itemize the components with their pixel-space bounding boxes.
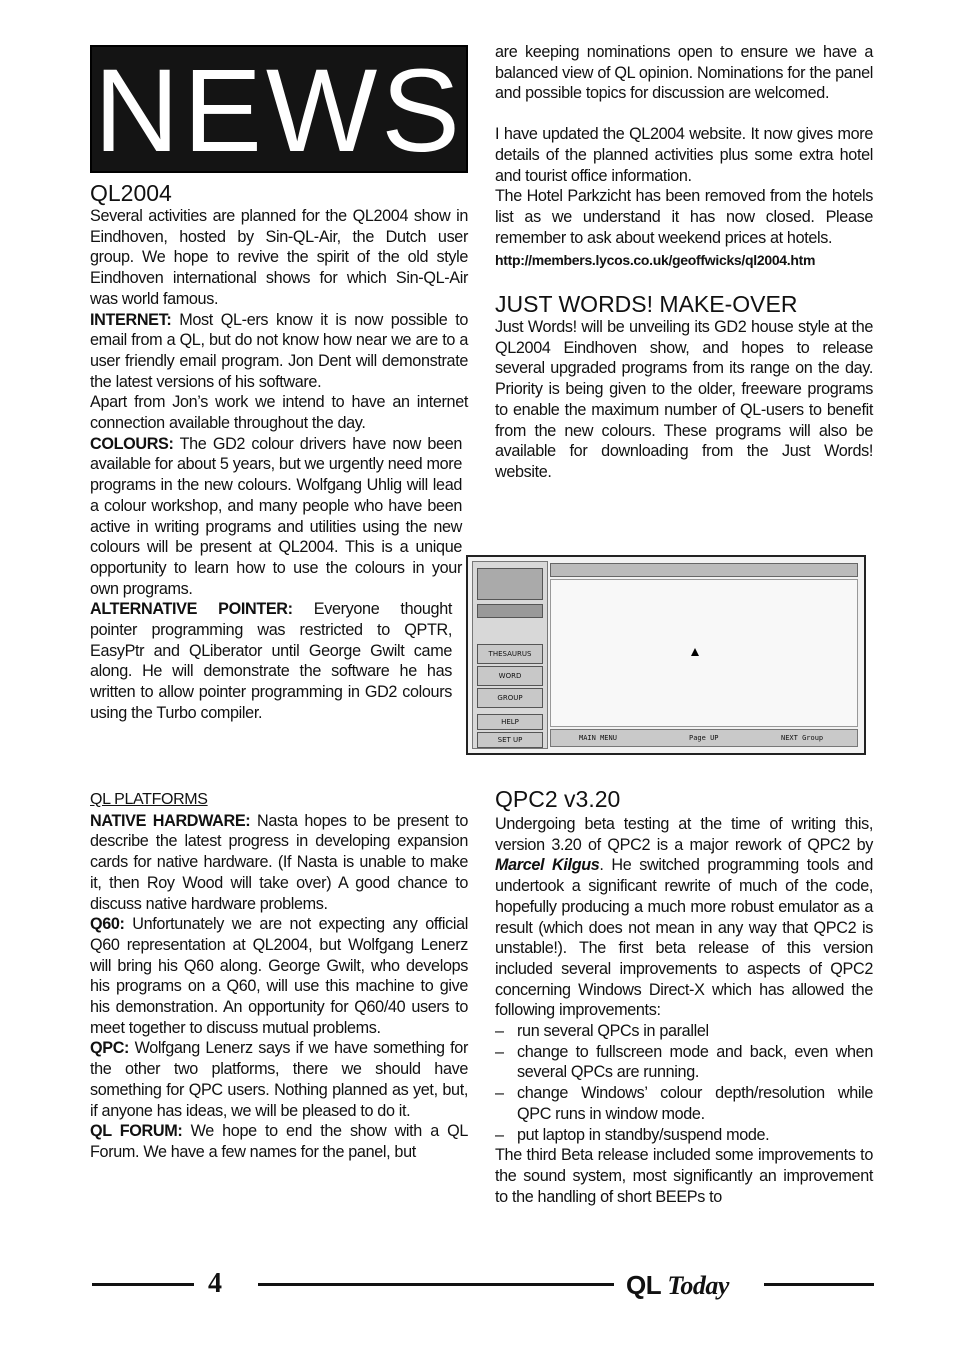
right-column-lower: [495, 786, 873, 1207]
colours-label: COLOURS:: [90, 434, 174, 453]
colours-text: The GD2 colour drivers have now been available for about 5 years, but we urgently need more programs in the new colours. Wolfgang Uhlig will lead a colour workshop, and many people who have been active in writing programs and utilities using the new colours will be present at QL2004. This is a unique opportunity to learn how to use the colours in your own programs.: [90, 434, 462, 598]
forum-label: QL FORUM:: [90, 1122, 183, 1141]
list-item: – change to fullscreen mode and back, even when several QPCs are running.: [495, 1042, 873, 1083]
forum-paragraph: [90, 1121, 468, 1162]
screenshot-tile-help: HELP: [477, 714, 543, 730]
alt-pointer-text: Everyone thought pointer programming was restricted to QPTR, EasyPtr and QLiberator until George Gwilt came along. He will demonstrate the software he has written to allow pointer programming in GD2 colours using the Turbo compiler.: [90, 600, 452, 722]
qpc-label: QPC:: [90, 1039, 130, 1058]
native-text: Nasta hopes to be present to describe the latest progress in developing expansion cards for native hardware. (If Nasta is unable to make it, then Roy Wood will take over) A good chance to discuss native hardware problems.: [90, 811, 468, 913]
qpc2-heading: QPC2 v3.20: [495, 786, 621, 812]
just-words-screenshot: [466, 555, 866, 755]
screenshot-tile-setup: SET UP: [477, 732, 543, 748]
screenshot-footer-mid: Page UP: [689, 734, 719, 742]
footer-rule-right: [764, 1283, 874, 1286]
list-item: – put laptop in standby/suspend mode.: [495, 1125, 873, 1146]
qpc2-text-b: . He switched programming tools and undertook a significant rewrite of much of the code, hopefully producing a much more robust emulator as a result (which does not mean in any way that QPC2 is unstable!). The first beta release of this version included several improvements to aspects of QPC2 concerning Windows Direct-X which has allowed the following improvements:: [495, 856, 873, 1020]
qpc-text: Wolfgang Lenerz says if we have something for the other two platforms, there we should have something for QPC users. Nothing planned as yet, but, if anyone has ideas, we will be pleased to do it.: [90, 1039, 468, 1120]
screenshot-title-bar: [550, 563, 858, 577]
qpc2-improvements-list: [495, 1021, 873, 1145]
q60-text: Unfortunately we are not expecting any official Q60 representation at QL2004, but Wolfgang Lenerz will bring his Q60 along. George Gwilt, who develops his programs on a Q60, will use this machine to give his demonstration. An opportunity for Q60/40 users to meet together to discuss mutual problems.: [90, 915, 468, 1037]
q60-paragraph: [90, 914, 468, 1038]
nominations-paragraph: are keeping nominations open to ensure we have a balanced view of QL opinion. Nominations for the panel and possible topics for discussion are welcomed.: [495, 43, 873, 103]
page-number: 4: [208, 1268, 222, 1299]
ql2004-intro: Several activities are planned for the QL2004 show in Eindhoven, hosted by Sin-QL-Air, the Dutch user group. We hope to revive the spirit of the old style Eindhoven international shows for which Sin-QL-Air was world famous.: [90, 207, 468, 308]
screenshot-footer-right: NEXT Group: [781, 734, 824, 742]
native-paragraph: [90, 811, 468, 915]
just-words-paragraph: Just Words! will be unveiling its GD2 house style at the QL2004 Eindhoven show, and hopes to release several upgraded programs from its range on the day. Priority is being given to the older, freeware programs to enable the maximum number of QL-users to benefit from the new colours. These programs will also be available for downloading from the Just Words! website.: [495, 318, 873, 481]
screenshot-logo: [477, 568, 543, 600]
left-column-lower: [90, 790, 468, 1163]
qpc2-beta-paragraph: The third Beta release included some improvements to the sound system, most significantly an improvement to the handling of short BEEPs to: [495, 1146, 873, 1206]
page-footer: [0, 1270, 970, 1300]
brand-today: Today: [667, 1271, 729, 1300]
internet-label: INTERNET:: [90, 310, 172, 329]
screenshot-icon-strip: [477, 604, 543, 618]
native-label: NATIVE HARDWARE:: [90, 811, 251, 830]
ql2004-heading: QL2004: [90, 180, 172, 206]
internet-paragraph: [90, 310, 468, 393]
brand-ql: QL: [626, 1270, 661, 1300]
footer-rule-middle: [258, 1283, 614, 1286]
q60-label: Q60:: [90, 915, 125, 934]
footer-rule-left: [92, 1283, 194, 1286]
screenshot-tile-group: GROUP: [477, 688, 543, 708]
just-words-heading: JUST WORDS! MAKE-OVER: [495, 291, 798, 318]
ql2004-url[interactable]: http://members.lycos.co.uk/geoffwicks/ql2004.htm: [495, 252, 816, 269]
internet-text: Most QL-ers know it is now possible to email from a QL, but do not know how near we are to a user friendly email program. Jon Dent will demonstrate the latest versions of his software.: [90, 310, 468, 391]
hotel-paragraph: The Hotel Parkzicht has been removed from the hotels list as we understand it has now closed. Please remember to ask about weekend prices at hotels.: [495, 187, 873, 247]
right-column: [495, 42, 873, 483]
screenshot-footer-bar: [550, 729, 858, 747]
list-item: – run several QPCs in parallel: [495, 1021, 873, 1042]
pointer-icon: [691, 648, 699, 656]
screenshot-tile-thesaurus: THESAURUS: [477, 644, 543, 664]
news-masthead: NEWS: [90, 45, 468, 173]
list-item: – change Windows’ colour depth/resolution while QPC runs in window mode.: [495, 1083, 873, 1124]
screenshot-footer-left: MAIN MENU: [579, 734, 617, 742]
qpc2-paragraph: [495, 814, 873, 1021]
alt-pointer-paragraph: [90, 599, 452, 723]
forum-text: We hope to end the show with a QL Forum. We have a few names for the panel, but: [90, 1122, 468, 1161]
screenshot-tile-word: WORD: [477, 666, 543, 686]
ql-platforms-heading: QL PLATFORMS: [90, 791, 208, 808]
screenshot-main-area: [550, 579, 858, 727]
qpc2-text-a: Undergoing beta testing at the time of writing this, version 3.20 of QPC2 is a major rework of QPC2 by: [495, 815, 873, 854]
alt-pointer-label: ALTERNATIVE POINTER:: [90, 600, 293, 619]
left-column: [90, 180, 468, 724]
website-paragraph: I have updated the QL2004 website. It now gives more details of the planned activities plus some extra hotel and tourist office information.: [495, 125, 873, 185]
ql-today-logo: [626, 1270, 729, 1301]
qpc-paragraph: [90, 1038, 468, 1121]
qpc2-author: Marcel Kilgus: [495, 856, 600, 875]
screenshot-sidebar: [472, 561, 548, 749]
colours-paragraph: [90, 434, 462, 600]
internet-connection-paragraph: Apart from Jon’s work we intend to have an internet connection available throughout the day.: [90, 393, 468, 433]
